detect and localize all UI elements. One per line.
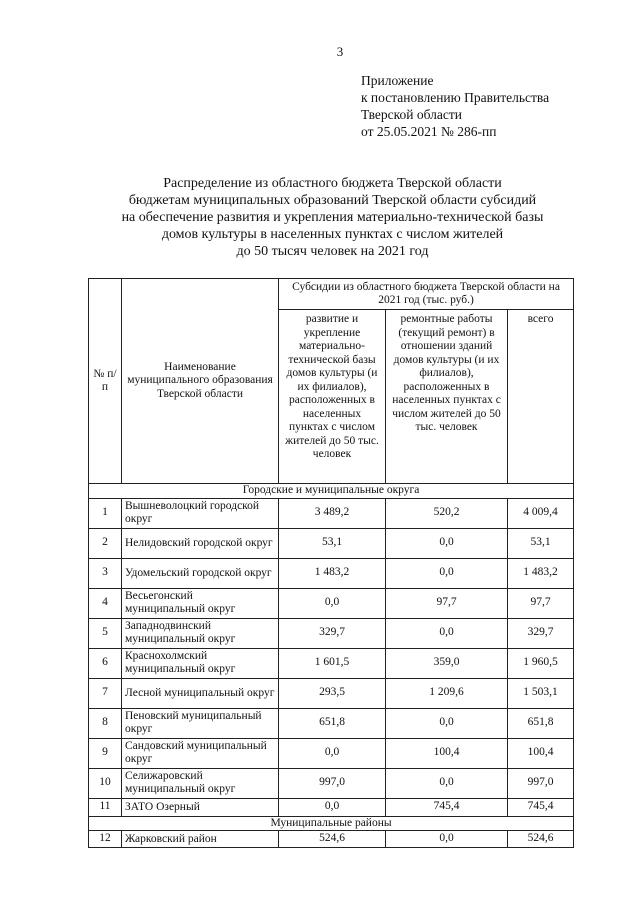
row-repair-value: 745,4	[386, 798, 508, 816]
row-dev-value: 1 483,2	[279, 558, 386, 588]
row-total-value: 745,4	[508, 798, 574, 816]
row-dev-value: 1 601,5	[279, 648, 386, 678]
row-repair-value: 359,0	[386, 648, 508, 678]
row-number: 12	[89, 831, 122, 848]
title-line-1: Распределение из областного бюджета Тверской области	[163, 176, 502, 191]
section-label: Муниципальные районы	[89, 816, 574, 831]
row-total-value: 1 503,1	[508, 678, 574, 708]
table-row	[89, 798, 574, 816]
row-number: 11	[89, 798, 122, 816]
row-name: Жарковский район	[122, 831, 279, 848]
row-dev-value: 329,7	[279, 618, 386, 648]
row-name: Селижаровский муниципальный округ	[122, 768, 279, 798]
row-dev-value: 3 489,2	[279, 498, 386, 528]
table-row	[89, 708, 574, 738]
row-dev-value: 524,6	[279, 831, 386, 848]
section-label: Городские и муниципальные округа	[89, 484, 574, 499]
row-repair-value: 100,4	[386, 738, 508, 768]
col-name-header: Наименование муниципального образования Тверской области	[122, 279, 279, 484]
row-total-value: 524,6	[508, 831, 574, 848]
row-total-value: 53,1	[508, 528, 574, 558]
table-row	[89, 738, 574, 768]
row-dev-value: 651,8	[279, 708, 386, 738]
row-name: Краснохолмский муниципальный округ	[122, 648, 279, 678]
col-total-header: всего	[508, 310, 574, 484]
title-line-4: домов культуры в населенных пунктах с числом жителей	[161, 227, 504, 242]
row-repair-value: 520,2	[386, 498, 508, 528]
row-repair-value: 1 209,6	[386, 678, 508, 708]
row-total-value: 329,7	[508, 618, 574, 648]
row-number: 4	[89, 588, 122, 618]
row-repair-value: 0,0	[386, 708, 508, 738]
row-number: 1	[89, 498, 122, 528]
row-repair-value: 0,0	[386, 768, 508, 798]
row-name: Нелидовский городской округ	[122, 528, 279, 558]
table-row	[89, 588, 574, 618]
row-dev-value: 0,0	[279, 738, 386, 768]
table-row	[89, 768, 574, 798]
row-number: 6	[89, 648, 122, 678]
row-dev-value: 293,5	[279, 678, 386, 708]
row-number: 3	[89, 558, 122, 588]
col-num-header: № п/п	[89, 279, 122, 484]
row-repair-value: 0,0	[386, 831, 508, 848]
table-row	[89, 618, 574, 648]
row-number: 9	[89, 738, 122, 768]
row-name: Западнодвинский муниципальный округ	[122, 618, 279, 648]
subsidy-table	[88, 278, 574, 848]
table-row	[89, 831, 574, 848]
row-total-value: 651,8	[508, 708, 574, 738]
row-number: 5	[89, 618, 122, 648]
row-total-value: 100,4	[508, 738, 574, 768]
row-name: Удомельский городской округ	[122, 558, 279, 588]
row-total-value: 1 960,5	[508, 648, 574, 678]
table-row	[89, 648, 574, 678]
row-repair-value: 0,0	[386, 558, 508, 588]
row-name: Сандовский муниципальный округ	[122, 738, 279, 768]
table-row	[89, 498, 574, 528]
document-title	[90, 175, 575, 260]
row-dev-value: 997,0	[279, 768, 386, 798]
row-number: 8	[89, 708, 122, 738]
col-repair-header: ремонтные работы (текущий ремонт) в отношении зданий домов культуры (и их филиалов), расположенных в населенных пунктах с числом жителей до 50 тыс. человек	[386, 310, 508, 484]
row-number: 7	[89, 678, 122, 708]
row-name: ЗАТО Озерный	[122, 798, 279, 816]
row-repair-value: 0,0	[386, 528, 508, 558]
row-repair-value: 0,0	[386, 618, 508, 648]
row-number: 2	[89, 528, 122, 558]
row-total-value: 4 009,4	[508, 498, 574, 528]
appendix-line-4: от 25.05.2021 № 286-пп	[361, 124, 497, 139]
table-row	[89, 528, 574, 558]
row-repair-value: 97,7	[386, 588, 508, 618]
row-dev-value: 53,1	[279, 528, 386, 558]
col-dev-header: развитие и укрепление материально-технической базы домов культуры (и их филиалов), расположенных в населенных пунктах с числом жителей до 50 тыс. человек	[279, 310, 386, 484]
title-line-5: до 50 тысяч человек на 2021 год	[236, 244, 429, 259]
section-row	[89, 484, 574, 499]
subsidy-header: Субсидии из областного бюджета Тверской области на 2021 год (тыс. руб.)	[279, 279, 574, 310]
row-name: Вышневолоцкий городской округ	[122, 498, 279, 528]
table-row	[89, 558, 574, 588]
title-line-3: на обеспечение развития и укрепления материально-технической базы	[121, 210, 544, 225]
appendix-line-2: к постановлению Правительства	[361, 90, 550, 105]
row-total-value: 1 483,2	[508, 558, 574, 588]
row-name: Пеновский муниципальный округ	[122, 708, 279, 738]
row-dev-value: 0,0	[279, 588, 386, 618]
appendix-line-1: Приложение	[361, 73, 434, 88]
row-number: 10	[89, 768, 122, 798]
title-line-2: бюджетам муниципальных образований Тверской области субсидий	[128, 193, 537, 208]
row-name: Весьегонский муниципальный округ	[122, 588, 279, 618]
appendix-block	[361, 72, 549, 140]
header-row	[89, 279, 574, 310]
page-number: 3	[336, 44, 344, 59]
section-row	[89, 816, 574, 831]
row-name: Лесной муниципальный округ	[122, 678, 279, 708]
row-total-value: 997,0	[508, 768, 574, 798]
table-row	[89, 678, 574, 708]
row-total-value: 97,7	[508, 588, 574, 618]
row-dev-value: 0,0	[279, 798, 386, 816]
appendix-line-3: Тверской области	[361, 107, 462, 122]
